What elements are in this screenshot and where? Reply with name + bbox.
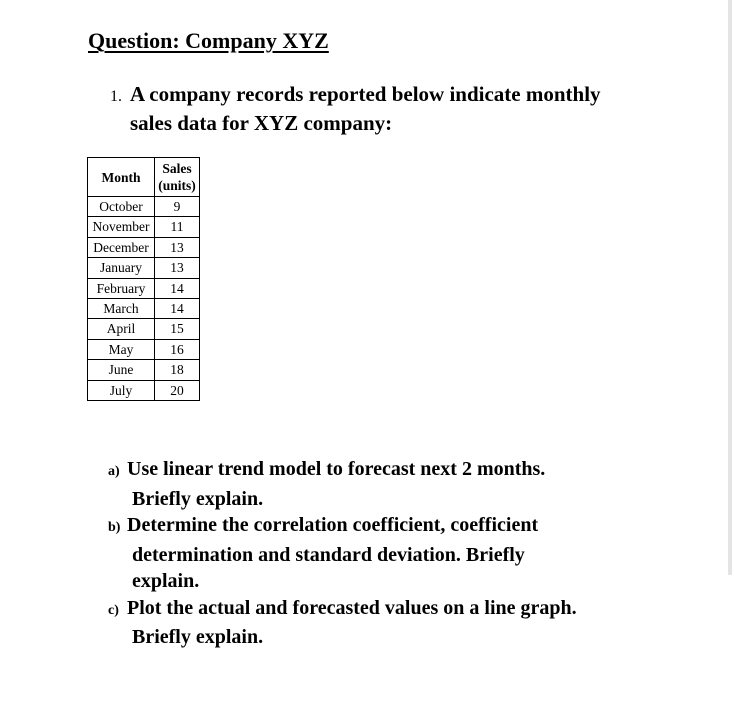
question-1-line-1: A company records reported below indicate monthly — [130, 82, 601, 106]
cell-month: June — [88, 360, 155, 380]
task-a-letter: a) — [108, 464, 120, 479]
header-sales-line-2: (units) — [158, 178, 196, 193]
table-row — [88, 380, 200, 400]
task-c-letter: c) — [108, 602, 119, 618]
task-a-line-2: Briefly explain. — [132, 487, 264, 510]
question-number: 1. — [110, 88, 122, 105]
cell-sales: 15 — [155, 319, 200, 339]
table-row — [88, 278, 200, 298]
task-c-line-2: Briefly explain. — [132, 626, 264, 648]
cell-sales: 9 — [155, 197, 200, 217]
table-row — [88, 299, 200, 319]
task-b — [108, 512, 688, 595]
table-row — [88, 339, 200, 359]
header-sales — [155, 158, 200, 197]
cell-sales: 13 — [155, 237, 200, 257]
cell-month: December — [88, 237, 155, 257]
cell-sales: 14 — [155, 299, 200, 319]
cell-month: May — [88, 339, 155, 359]
table-header-row — [88, 158, 200, 197]
question-1 — [110, 81, 670, 136]
cell-month: November — [88, 217, 155, 237]
sales-table — [87, 157, 200, 401]
task-b-line-3: explain. — [132, 570, 200, 592]
cell-month: February — [88, 278, 155, 298]
header-sales-line-1: Sales — [162, 161, 192, 176]
table-row — [88, 237, 200, 257]
cell-month: March — [88, 299, 155, 319]
task-b-letter: b) — [108, 520, 121, 535]
table-row — [88, 197, 200, 217]
page-title: Question: Company XYZ — [88, 28, 329, 53]
task-a — [108, 456, 688, 512]
question-1-line-2: sales data for XYZ company: — [130, 111, 393, 135]
task-b-line-1: Determine the correlation coefficient, coefficient — [127, 514, 539, 536]
task-b-line-2: determination and standard deviation. Briefly — [132, 543, 525, 566]
header-month: Month — [88, 158, 155, 197]
table-row — [88, 360, 200, 380]
table-row — [88, 258, 200, 278]
task-c-line-1: Plot the actual and forecasted values on a line graph. — [127, 596, 577, 619]
cell-month: April — [88, 319, 155, 339]
cell-sales: 16 — [155, 339, 200, 359]
table-row — [88, 217, 200, 237]
task-list — [108, 456, 688, 651]
page-edge-rule — [728, 0, 732, 575]
cell-month: January — [88, 258, 155, 278]
cell-month: October — [88, 197, 155, 217]
task-c — [108, 595, 688, 651]
cell-sales: 20 — [155, 380, 200, 400]
task-a-line-1: Use linear trend model to forecast next 2 months. — [127, 458, 546, 480]
cell-sales: 13 — [155, 258, 200, 278]
cell-sales: 14 — [155, 278, 200, 298]
cell-sales: 18 — [155, 360, 200, 380]
table-row — [88, 319, 200, 339]
cell-sales: 11 — [155, 217, 200, 237]
cell-month: July — [88, 380, 155, 400]
